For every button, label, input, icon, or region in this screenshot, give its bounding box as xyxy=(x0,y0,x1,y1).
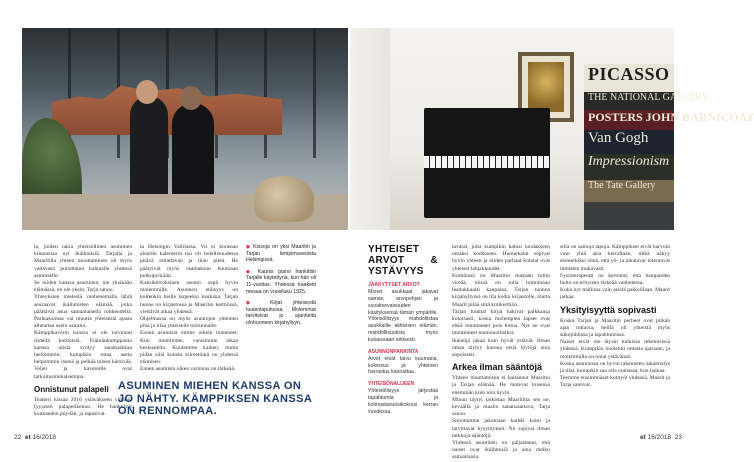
article-column-6 xyxy=(560,244,670,390)
paragraph: Kaksikerroksinen asunto sopii hyvin molemmille. Asunnon etäisyys on kuitenkin heille tarpeeksi kaukana. Tarjan huone on kirjastossa ja Maaritin keittiössä, viettävät aikaa yhdessä. xyxy=(140,280,238,315)
paragraph: Kotitöissä on Maaritin mukaan tullut vireää, missä on tulla toimimaan laadukkaasti kaupassa. Tarjan tuonna kirjahyllyssä on tila kodin kirjastolle, mutta Maarit pitää siitä kotikeittiön. xyxy=(452,272,550,308)
magazine-name: et xyxy=(640,434,646,441)
caption-marker-icon: ◆ xyxy=(246,244,254,250)
caption: ◆ Kissoja on yksi Maaritin ja Tarjan lempimuseoista Helsingissä. xyxy=(246,244,316,264)
book-spine: PICASSO xyxy=(584,64,674,92)
paragraph: Kuka nyt mallissa vain seistä paikoillaan, Maarit jatkaa. xyxy=(560,287,670,301)
paragraph: Teatteri kissaa 2016 ystäväkseen vihdoin fyysisen palapelikenno. He hankkivat kuukauden pöydän, ja tapasivat. xyxy=(34,396,132,418)
book-spine: THE NATIONAL GALLERY xyxy=(584,92,674,110)
paragraph: Ennen asumista oikea varmuus on tärkeää. xyxy=(140,366,236,373)
paragraph: Koska Tarjan ja Maaritin perheet ovat pitkän ajan tuttavia, heillä oli yhteistä myös sukujuhlissa ja tapahtumissa. xyxy=(560,317,670,339)
photo-two-women-at-window xyxy=(22,28,348,230)
caption-marker-icon: ◆ xyxy=(246,268,258,275)
book-spine: The Tate Gallery xyxy=(584,180,674,202)
photo-piano-and-books xyxy=(350,28,754,230)
paragraph: Kämppikaverin kanssa ei ole tarvinnut riidellä kotitöistä. Elämänkumppanin kanssa niistä syntyy sanaharkkaa herkemmin, kumpikin ottaa asein helpommin itsenä ja pelkää toisen kärsivää. Veljet ja kavereille ovat tarkoitusmukaisempia. xyxy=(34,330,132,380)
paragraph: Yhteyksien mielestä vanhenemalla lähtä seuraavat ikäihmisten elämää, jotka päättävät asua samanlaisella rohkeudella. Parikaksimas vai muutta yhteisestä ajasta aiheuttaa usein sairaita. xyxy=(34,294,132,330)
sheep-ornament xyxy=(254,176,314,222)
subheading: Yksityisyyttä sopivasti xyxy=(560,304,657,315)
paragraph: Yhteen muuttamisen ei haitannut Maaritin ja Tarjan elämää. He tuntevat toisensa enemmän kuin niin hyvin. xyxy=(452,375,550,396)
info-box-text: Yhteisöllisyys järjestää tapahtumia ja kolmastavuosikokous kerran vuodessa. xyxy=(368,388,438,415)
caption-marker-icon: ◆ xyxy=(246,300,271,307)
article-column-5 xyxy=(452,244,550,462)
issue-number: 16/2018 xyxy=(32,434,56,441)
paragraph: Ohjelmassa on myös asuntojen yhteinen piha ja tilaa yhteiselle toiminnalle. xyxy=(140,316,238,330)
paragraph: silla on samoja tapoja. Kämppikset eivät harvoin vain yhtä asia kerrallaan, mikä näkyy esimerkiksi siinä, että yö- ja aikatavat toteutuvat ihmisten mukavasti. xyxy=(560,244,670,272)
book-spine: POSTERS JOHN BARNICOAT xyxy=(584,110,674,130)
book-spine: Impressionism xyxy=(584,154,674,180)
info-box-subheading: ASUNNONPANKINTA xyxy=(368,348,419,355)
paragraph: Se niiden kanssa asuminen, me yksikään elämässä, en ole yksin. Tarja sanoo. xyxy=(34,280,132,294)
page-number: 23 xyxy=(674,434,682,441)
info-box xyxy=(368,244,438,416)
book-stack xyxy=(584,44,754,230)
head-left xyxy=(136,80,158,104)
magazine-name: et xyxy=(24,434,31,441)
page-number: 22 xyxy=(14,434,22,441)
footer-left xyxy=(14,434,56,441)
subheading: Arkea ilman sääntöjä xyxy=(452,362,543,373)
paragraph: Ennen asumista emme oikein tunteneet. Kun muutimme, varasimme aikaa keskustella. Kuulemme kaiken, mutta pidän siitä kuinka kiireetöntä on yhdessä elämisen. xyxy=(140,330,238,366)
issue-number: 16/2018 xyxy=(647,434,672,441)
paragraph: Tarjan tuomat kirjat hakivat paikkansa kotoisasti, koska molempien lapset ovat ehkä muuttaneet pois kotoa. Nyt ne ovat muuttuneet nautinnollisiksi. xyxy=(452,308,550,337)
paragraph: tavarat, joita kumpikin halusi luodakseen omaksi kodikseen. Huonekalut sopivat hyvin yhteen ja niiden parhaat kohdat ovat yhteiset lahjakkuudet. xyxy=(452,244,550,272)
subheading: Onnistunut palapeli xyxy=(34,384,109,394)
footer-right xyxy=(640,434,682,441)
paragraph: Teemme ensimmäiset kotityöt yhdessä, Maarit ja Tarja sanovat. xyxy=(560,375,670,389)
article-column-2 xyxy=(140,244,238,374)
paragraph: Koska asunnossa on hyvin rakennettu äänieristys ja tilat, kumpikin saa olla rauhassa, kun haluaa. xyxy=(560,360,670,375)
photo-captions xyxy=(246,244,316,332)
shelf xyxy=(350,28,390,230)
piano-keys xyxy=(424,156,550,168)
book-spine-plain xyxy=(584,202,674,230)
info-box-title: YHTEISET ARVOT & YSTÄVYYS xyxy=(368,244,438,277)
info-box-text: Arvot eivät taivu kuumana, kokemus ja yhteinen harrastus kannattaa. xyxy=(368,355,438,376)
head-right xyxy=(180,86,202,110)
paragraph: Sitoutumme jakamaan kaikki kulut ja tarvittavat kysymykset. Ne sopivat ilman tarkkoja sääntöjä. xyxy=(452,418,550,439)
caption: ◆ Kaunis piano hankittiin Tarjalle käytettynä, kun hän oli 11-vuotias. Yhdessä kaaketti mesaa on vuosiluku 1925. xyxy=(246,268,316,295)
paragraph: ta, joiden takia yhteisöllinen asuminen kiinnostaa nyt ikäihmisiä. Tarjalla ja Maaritilla yhteen muuttaminen oli myös valtavasti puhuttanut kahtaalle yhdessä asumiselle. xyxy=(34,244,132,279)
caption: ◆ Kirjat yhteisestä tuulenlaputussa. Molemmat tarvitsivat jo ajanheitä olohuoneen kirjahyllyyn. xyxy=(246,300,316,326)
pull-quote: ASUMINEN MIEHEN KANSSA ON JO NÄHTY. KÄMPPIKSEN KANSSA ON RENNOMPAA. xyxy=(118,380,312,417)
paragraph: Fysioterapeutti on kertonut, että hampaiden hoito on erityisen tärkeää vanhetessa. xyxy=(560,272,670,287)
info-box-subheading: JÄÄKYTYSET ARVOT xyxy=(368,282,420,288)
paragraph: ta Helsingin Vallilassa. Vit ei koneaan aluerile kalenterin tuo oli todellisuudessa pitävä mitattavan ja liian pieni. He päätyivät myös osamaksun kuumaan polkupyörään. xyxy=(140,244,238,279)
paragraph: Minun täytyi tarkistaa Maaritilta sen ne, keväällä ja maalis sanansaattava, Tarja sanoo. xyxy=(452,396,550,418)
paragraph: Naiset eivät ole täysin kaikissa tekemisissä yhdessä. Kumpikin huolehtii omasta ajastaan, ja molemmilla on omat ystävänsä. xyxy=(560,339,670,360)
info-box-subheading: YHTEISÖNALUEEN xyxy=(368,381,415,388)
paragraph: Ikäneljä jakaa kuin hyvät ystävät. Ilman rahaa täytyy kotona etsiä löytöjä aina sopuisasti. xyxy=(452,337,550,359)
paragraph: Yhdessä asuminen on paljastanut, että naiset ovat ikäihmisiä ja aina melko samanlaisia. xyxy=(452,440,550,461)
info-box-text: Monet asukkaat jakavat saman arvopohjan ja suvaitsevaisuuden käsityksensä tämän ympärille. Yhteisöllisyys mahdollistaa asukkaille aktiivisen elämän, mahdollisuuksia myös kuluessaan arkisesti. xyxy=(368,289,438,343)
book-spine: Van Gogh xyxy=(584,130,674,154)
